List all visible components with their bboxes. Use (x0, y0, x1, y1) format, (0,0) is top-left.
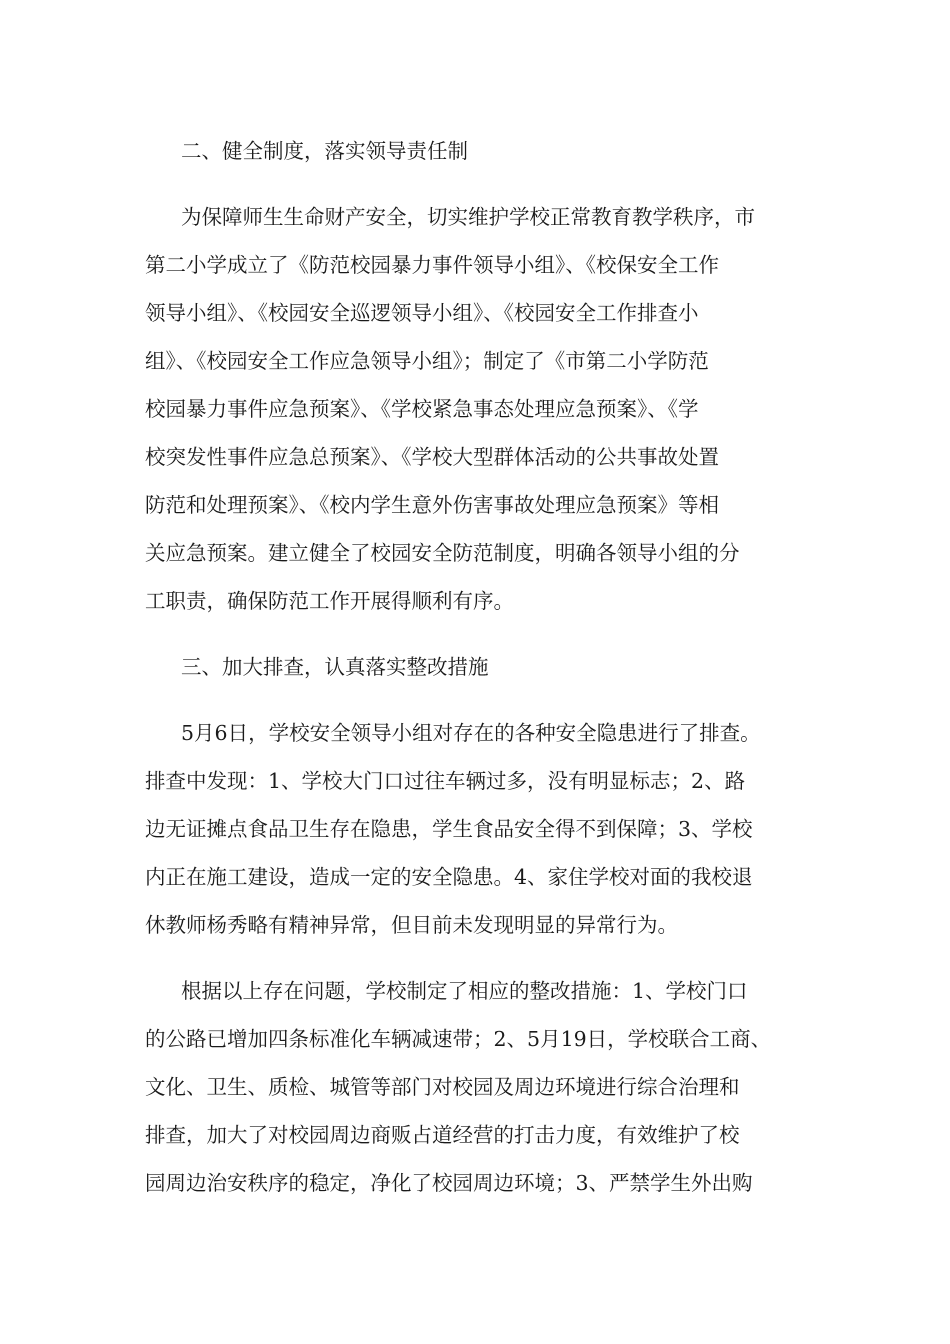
text-line: 排查中发现：1、学校大门口过往车辆过多，没有明显标志；2、路 (145, 769, 746, 793)
document-body (145, 127, 825, 1225)
text-line: 第二小学成立了《防范校园暴力事件领导小组》、《校保安全工作 (145, 253, 719, 277)
section-heading-2: 二、健全制度，落实领导责任制 (181, 139, 468, 163)
text-line: 内正在施工建设，造成一定的安全隐患。4、家住学校对面的我校退 (145, 865, 753, 889)
text-line: 领导小组》、《校园安全巡逻领导小组》、《校园安全工作排查小 (145, 301, 699, 325)
paragraph-rectification (145, 967, 825, 1207)
text-line: 休教师杨秀略有精神异常，但目前未发现明显的异常行为。 (145, 913, 678, 937)
text-line: 为保障师生生命财产安全，切实维护学校正常教育教学秩序，市 (181, 205, 755, 229)
paragraph-inspection (145, 709, 825, 949)
text-line: 防范和处理预案》、《校内学生意外伤害事故处理应急预案》等相 (145, 493, 719, 517)
text-line: 园周边治安秩序的稳定，净化了校园周边环境；3、严禁学生外出购 (145, 1171, 753, 1195)
text-line: 文化、卫生、质检、城管等部门对校园及周边环境进行综合治理和 (145, 1075, 740, 1099)
text-line: 校园暴力事件应急预案》、《学校紧急事态处理应急预案》、《学 (145, 397, 699, 421)
text-line: 组》、《校园安全工作应急领导小组》；制定了《市第二小学防范 (145, 349, 709, 373)
section-heading-3: 三、加大排查，认真落实整改措施 (181, 655, 489, 679)
text-line: 关应急预案。建立健全了校园安全防范制度，明确各领导小组的分 (145, 541, 740, 565)
paragraph-safety-organization (145, 193, 825, 625)
text-line: 边无证摊点食品卫生存在隐患，学生食品安全得不到保障；3、学校 (145, 817, 753, 841)
text-line: 的公路已增加四条标准化车辆减速带；2、5月19日，学校联合工商、 (145, 1027, 772, 1051)
text-line: 5月6日，学校安全领导小组对存在的各种安全隐患进行了排查。 (181, 721, 761, 745)
text-line: 根据以上存在问题，学校制定了相应的整改措施：1、学校门口 (181, 979, 748, 1003)
text-line: 排查，加大了对校园周边商贩占道经营的打击力度，有效维护了校 (145, 1123, 740, 1147)
text-line: 校突发性事件应急总预案》、《学校大型群体活动的公共事故处置 (145, 445, 719, 469)
text-line: 工职责，确保防范工作开展得顺利有序。 (145, 589, 514, 613)
